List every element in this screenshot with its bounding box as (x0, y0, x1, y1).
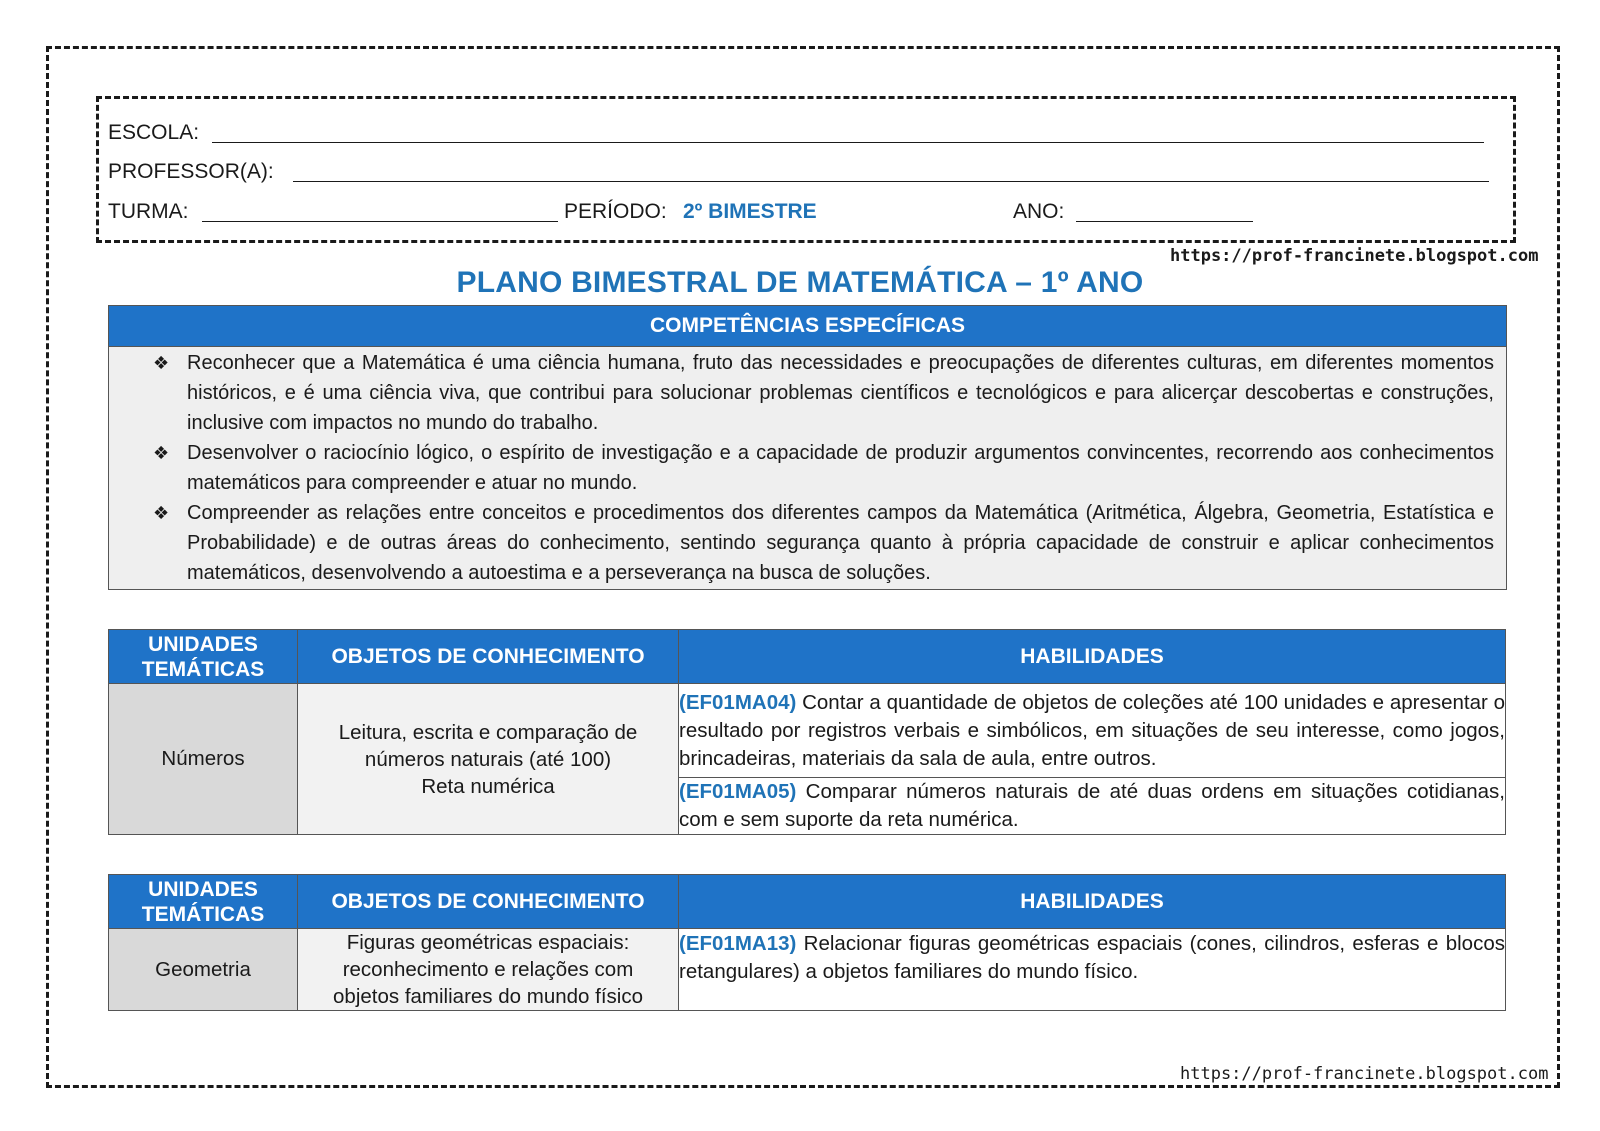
source-url-bottom[interactable]: https://prof-francinete.blogspot.com (1180, 1064, 1549, 1084)
competencia-item (109, 438, 1506, 498)
header-unidades (109, 630, 298, 684)
objetos-cell (298, 684, 679, 835)
objetos-cell (298, 929, 679, 1011)
turma-label: TURMA: (108, 200, 189, 223)
table-header-row (109, 630, 1506, 684)
ano-field[interactable] (1076, 221, 1253, 222)
table-row (109, 929, 1506, 1011)
diamond-bullet-icon: ❖ (153, 353, 170, 373)
escola-field[interactable] (212, 142, 1484, 143)
objeto-line: números naturais (até 100) (364, 747, 612, 771)
diamond-bullet-icon: ❖ (153, 503, 170, 523)
header-habilidades: HABILIDADES (679, 875, 1506, 929)
objeto-line: objetos familiares do mundo físico (333, 985, 643, 1008)
header-unidades-line1: UNIDADES (148, 632, 258, 656)
habilidade-cell (679, 684, 1506, 778)
competencias-list (109, 348, 1506, 588)
header-objetos: OBJETOS DE CONHECIMENTO (298, 875, 679, 929)
habilidade-code: (EF01MA13) (679, 932, 797, 955)
unidade-cell: Números (109, 684, 298, 835)
habilidade-code: (EF01MA04) (679, 690, 797, 714)
header-objetos: OBJETOS DE CONHECIMENTO (298, 630, 679, 684)
objeto-line: Figuras geométricas espaciais: (346, 931, 630, 954)
competencia-text: Desenvolver o raciocínio lógico, o espírito de investigação e a capacidade de produzir argumentos convincentes, recorrendo aos conhecimentos matemáticos para compreender e atuar no mundo. (187, 442, 1494, 494)
competencias-heading: COMPETÊNCIAS ESPECÍFICAS (109, 306, 1506, 347)
periodo-value: 2º BIMESTRE (683, 200, 817, 223)
table-row (109, 684, 1506, 778)
habilidade-cell (679, 778, 1506, 835)
source-url-top[interactable]: https://prof-francinete.blogspot.com (1170, 246, 1539, 266)
competencia-item (109, 348, 1506, 438)
professor-label: PROFESSOR(A): (108, 160, 274, 183)
header-unidades-line2: TEMÁTICAS (141, 902, 265, 926)
header-unidades-line2: TEMÁTICAS (141, 657, 265, 681)
header-unidades (109, 875, 298, 929)
professor-field[interactable] (293, 181, 1489, 182)
competencia-text: Compreender as relações entre conceitos e procedimentos dos diferentes campos da Matemática (Aritmética, Álgebra, Geometria, Estatística e Probabilidade) e de outras áreas do conhecimento, sentindo segurança quanto à própria capacidade de construir e aplicar conhecimentos matemáticos, desenvolvendo a autoestima e a perseverança na busca de soluções. (187, 502, 1494, 584)
table-numeros (108, 629, 1506, 835)
diamond-bullet-icon: ❖ (153, 443, 170, 463)
periodo-label: PERÍODO: (564, 200, 667, 223)
objeto-line: reconhecimento e relações com (342, 958, 634, 981)
competencia-item (109, 498, 1506, 588)
habilidade-text: Comparar números naturais de até duas ordens em situações cotidianas, com e sem suporte da reta numérica. (679, 780, 1505, 831)
ano-label: ANO: (1013, 200, 1065, 223)
competencias-section (108, 305, 1507, 590)
table-geometria (108, 874, 1506, 1011)
turma-field[interactable] (202, 221, 558, 222)
habilidade-text: Relacionar figuras geométricas espaciais (cones, cilindros, esferas e blocos retangulares) a objetos familiares do mundo físico. (679, 932, 1505, 983)
habilidade-text: Contar a quantidade de objetos de coleções até 100 unidades e apresentar o resultado por registros verbais e simbólicos, em situações de seu interesse, como jogos, brincadeiras, materiais da sala de aula, entre outros. (679, 690, 1505, 770)
escola-label: ESCOLA: (108, 121, 200, 144)
competencia-text: Reconhecer que a Matemática é uma ciência humana, fruto das necessidades e preocupações de diferentes culturas, em diferentes momentos históricos, e é uma ciência viva, que contribui para solucionar problemas científicos e tecnológicos e para alicerçar descobertas e construções, inclusive com impactos no mundo do trabalho. (187, 352, 1494, 434)
table-header-row (109, 875, 1506, 929)
unidade-cell: Geometria (109, 929, 298, 1011)
habilidade-code: (EF01MA05) (679, 780, 797, 803)
objeto-line: Leitura, escrita e comparação de (338, 720, 638, 744)
header-habilidades: HABILIDADES (679, 630, 1506, 684)
habilidade-cell (679, 929, 1506, 1011)
objeto-line: Reta numérica (421, 774, 555, 798)
page-title: PLANO BIMESTRAL DE MATEMÁTICA – 1º ANO (456, 266, 1144, 299)
header-unidades-line1: UNIDADES (148, 877, 258, 901)
